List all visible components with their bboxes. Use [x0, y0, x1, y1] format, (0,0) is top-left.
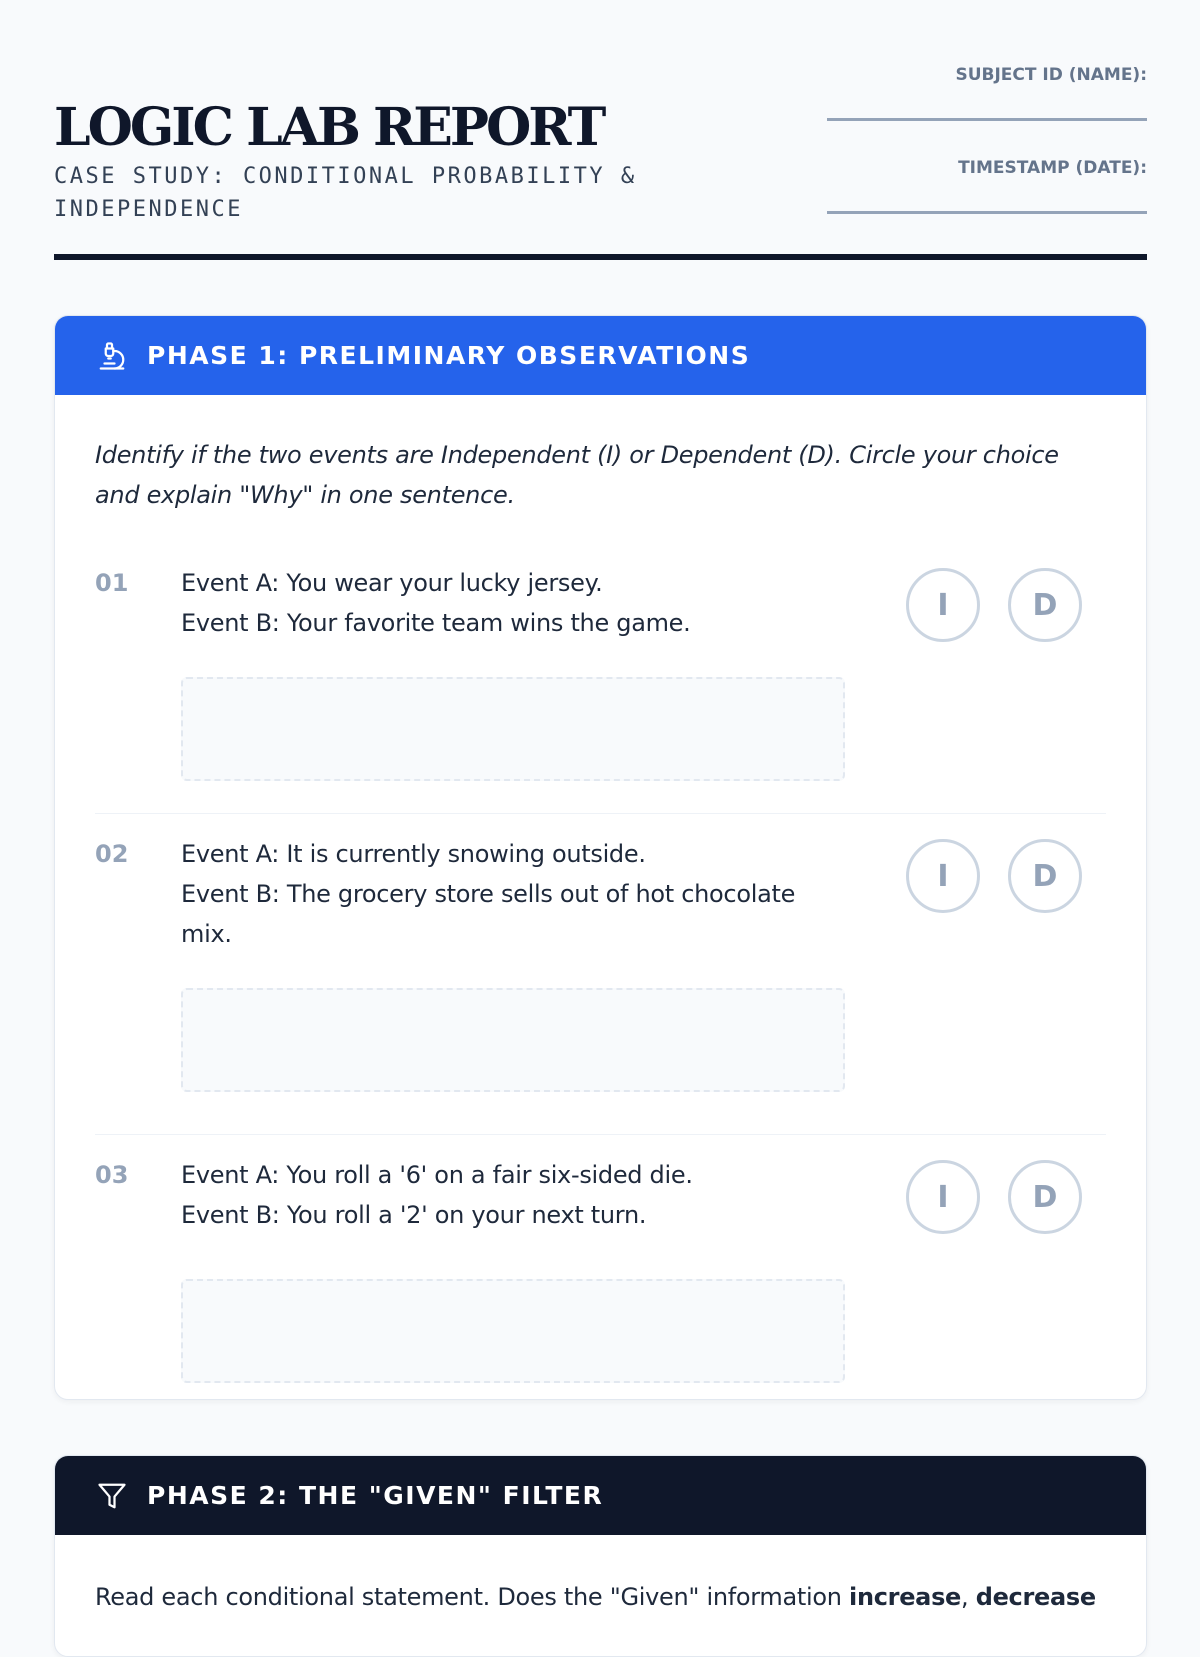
explanation-answer-box[interactable] — [181, 988, 845, 1092]
phase-2-section — [54, 1455, 1147, 1657]
phase-2-header — [55, 1456, 1146, 1535]
phase-1-section — [54, 315, 1147, 1400]
question-number: 01 — [95, 569, 129, 597]
question-text — [181, 1155, 821, 1235]
subject-id-field — [827, 64, 1147, 121]
explanation-answer-box[interactable] — [181, 677, 845, 781]
independent-choice-button[interactable]: I — [906, 839, 980, 913]
phase-1-title: PHASE 1: PRELIMINARY OBSERVATIONS — [147, 341, 751, 370]
event-b-text: Event B: You roll a '2' on your next turn. — [181, 1201, 647, 1229]
header-divider — [54, 254, 1147, 260]
question-item — [95, 814, 1106, 1135]
choice-group — [906, 1160, 1082, 1234]
increase-keyword: increase — [849, 1583, 962, 1611]
report-header — [54, 0, 1147, 262]
question-text — [181, 563, 821, 643]
phase-2-instructions-text: Read each conditional statement. Does the "Given" information — [95, 1583, 850, 1611]
question-text — [181, 834, 821, 954]
subject-id-label: SUBJECT ID (NAME): — [955, 65, 1147, 85]
timestamp-line[interactable] — [827, 211, 1147, 214]
phase-1-body — [55, 435, 1146, 1400]
dependent-choice-button[interactable]: D — [1008, 568, 1082, 642]
choice-group — [906, 568, 1082, 642]
timestamp-field — [827, 157, 1147, 214]
lab-report-page — [54, 0, 1147, 1611]
question-item — [95, 1135, 1106, 1400]
event-a-text: Event A: It is currently snowing outside. — [181, 840, 646, 868]
separator-text: , — [961, 1583, 976, 1611]
microscope-icon — [95, 339, 129, 373]
subject-id-line[interactable] — [827, 118, 1147, 121]
independent-choice-button[interactable]: I — [906, 1160, 980, 1234]
dependent-choice-button[interactable]: D — [1008, 1160, 1082, 1234]
phase-1-header — [55, 316, 1146, 395]
choice-group — [906, 839, 1082, 913]
timestamp-label: TIMESTAMP (DATE): — [958, 158, 1147, 178]
independent-choice-button[interactable]: I — [906, 568, 980, 642]
explanation-answer-box[interactable] — [181, 1279, 845, 1383]
event-b-text: Event B: The grocery store sells out of hot chocolate mix. — [181, 880, 796, 948]
question-number: 03 — [95, 1161, 129, 1189]
decrease-keyword: decrease — [975, 1583, 1096, 1611]
question-item — [95, 543, 1106, 814]
page-title: LOGIC LAB REPORT — [54, 97, 604, 158]
phase-2-instructions — [95, 1577, 1106, 1617]
dependent-choice-button[interactable]: D — [1008, 839, 1082, 913]
event-a-text: Event A: You roll a '6' on a fair six-sided die. — [181, 1161, 693, 1189]
phase-2-body — [55, 1577, 1146, 1617]
question-number: 02 — [95, 840, 129, 868]
filter-icon — [95, 1479, 129, 1513]
phase-1-instructions: Identify if the two events are Independent (I) or Dependent (D). Circle your choice and explain "Why" in one sentence. — [95, 441, 1059, 509]
phase-2-title: PHASE 2: THE "GIVEN" FILTER — [147, 1481, 604, 1510]
event-a-text: Event A: You wear your lucky jersey. — [181, 569, 603, 597]
event-b-text: Event B: Your favorite team wins the game. — [181, 609, 691, 637]
page-subtitle: CASE STUDY: CONDITIONAL PROBABILITY & INDEPENDENCE — [54, 164, 637, 222]
